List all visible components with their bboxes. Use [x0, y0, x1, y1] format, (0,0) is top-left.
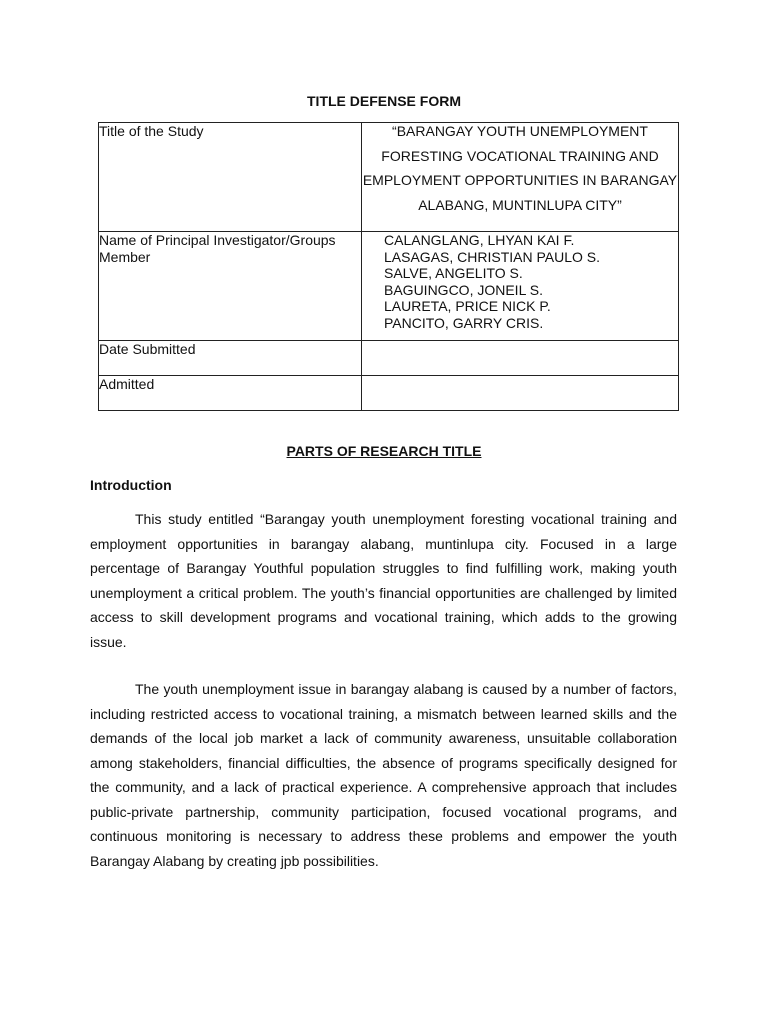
study-title-line: EMPLOYMENT OPPORTUNITIES IN BARANGAY	[362, 172, 678, 188]
date-submitted-value	[362, 341, 679, 376]
members-value	[362, 232, 679, 341]
table-row-members	[99, 232, 679, 341]
admitted-label: Admitted	[99, 376, 362, 411]
title-of-study-value	[362, 123, 679, 232]
study-title-text	[362, 119, 678, 217]
study-title-line: ALABANG, MUNTINLUPA CITY”	[418, 196, 622, 213]
members-label: Name of Principal Investigator/Groups Member	[99, 232, 362, 341]
title-defense-table	[98, 122, 679, 411]
title-of-study-label: Title of the Study	[99, 123, 362, 232]
table-row-date	[99, 341, 679, 376]
study-title-line: FORESTING VOCATIONAL TRAINING AND	[381, 147, 659, 164]
member-name: SALVE, ANGELITO S.	[384, 265, 523, 281]
member-name: BAGUINGCO, JONEIL S.	[384, 281, 543, 298]
admitted-value	[362, 376, 679, 411]
introduction-heading: Introduction	[90, 477, 172, 493]
members-list	[362, 232, 678, 331]
study-title-line: “BARANGAY YOUTH UNEMPLOYMENT	[392, 123, 648, 139]
parts-of-research-title: PARTS OF RESEARCH TITLE	[286, 443, 482, 459]
member-name: LAURETA, PRICE NICK P.	[384, 298, 551, 314]
member-name: CALANGLANG, LHYAN KAI F.	[384, 232, 575, 248]
date-submitted-label: Date Submitted	[99, 341, 362, 376]
table-row-admitted	[99, 376, 679, 411]
introduction-paragraph-2: The youth unemployment issue in barangay alabang is caused by a number of factors, including restricted access to vocational training, a mismatch between learned skills and the demands of the local job market a lack of community awareness, unsuitable collaboration among stakeholders, financial difficulties, the absence of programs specifically designed for the community, and a lack of practical experience. A comprehensive approach that includes public-private partnership, community participation, focused vocational programs, and continuous monitoring is necessary to address these problems and empower the youth Barangay Alabang by creating jpb possibilities.	[90, 681, 677, 869]
member-name: PANCITO, GARRY CRIS.	[384, 314, 544, 331]
form-title: TITLE DEFENSE FORM	[307, 93, 461, 109]
introduction-paragraph-1: This study entitled “Barangay youth unemployment foresting vocational training and employment opportunities in barangay alabang, muntinlupa city. Focused in a large percentage of Barangay Youthful population struggles to find fulfilling work, making youth unemployment a critical problem. The youth’s financial opportunities are challenged by limited access to skill development programs and vocational training, which adds to the growing issue.	[90, 511, 677, 650]
member-name: LASAGAS, CHRISTIAN PAULO S.	[384, 248, 601, 265]
table-row-title	[99, 123, 679, 232]
